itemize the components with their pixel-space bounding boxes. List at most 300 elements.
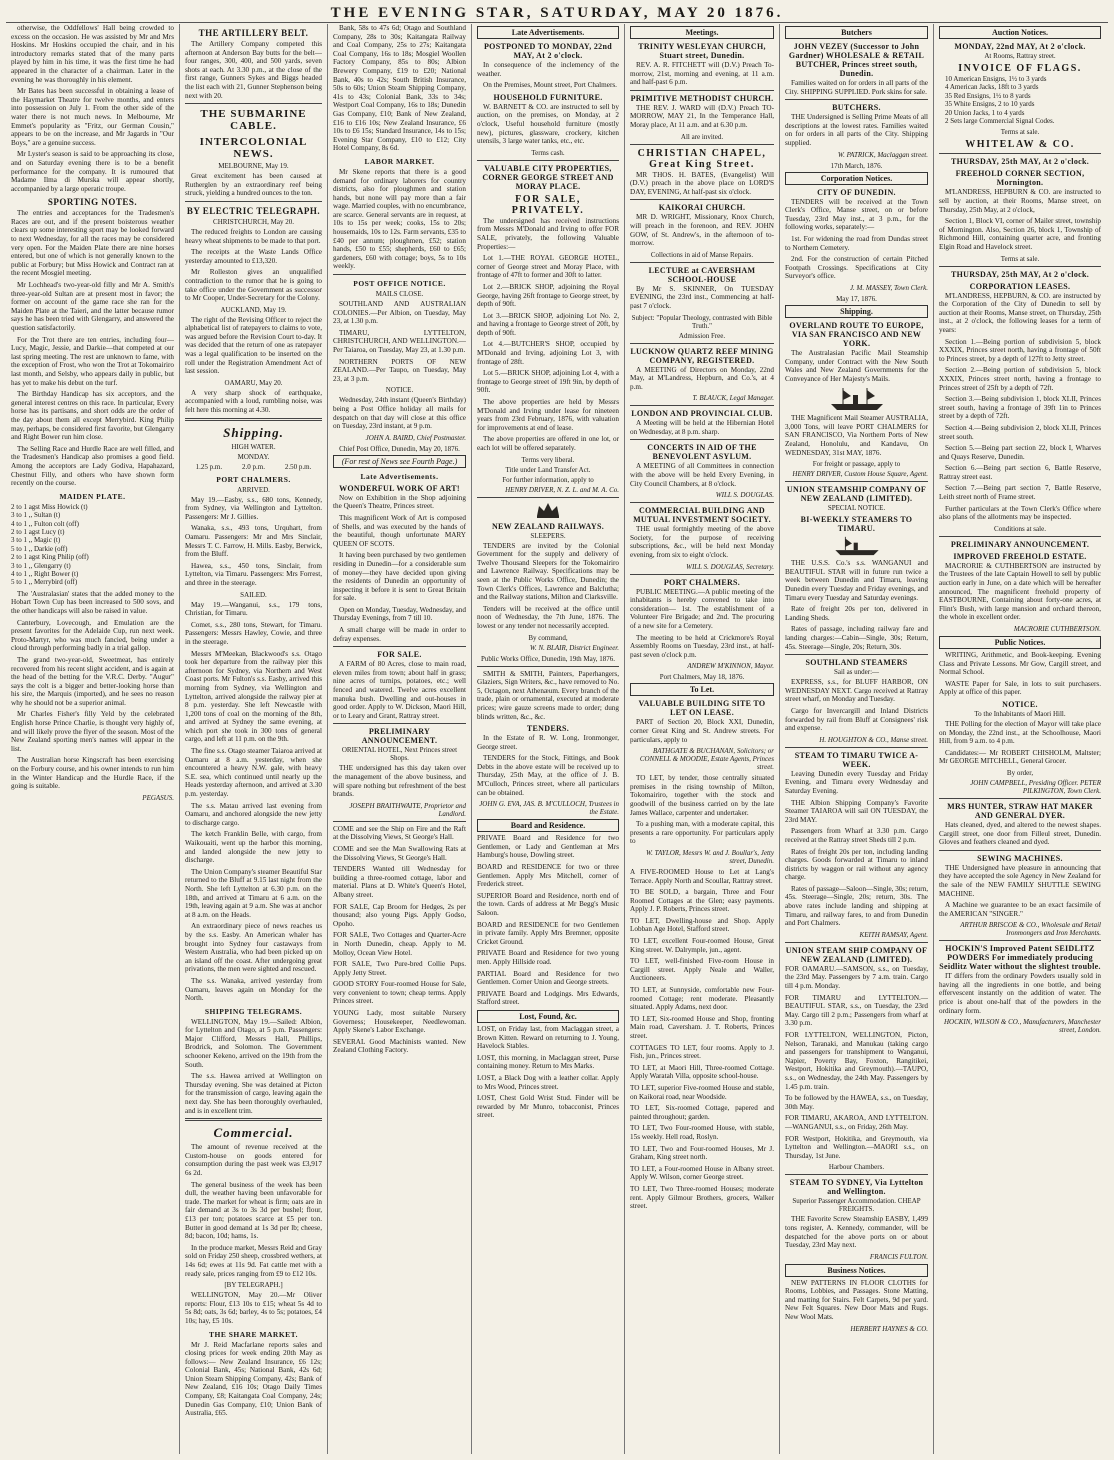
divider — [185, 103, 322, 104]
paragraph: In consequence of the inclemency of the weather. — [477, 61, 619, 78]
signature: ARTHUR BRISCOE & CO., Wholesale and Retail Ironmongers and Iron Merchants. — [960, 921, 1101, 938]
ad-title: BI-WEEKLY STEAMERS TO TIMARU. — [800, 515, 913, 534]
paragraph: The above properties are offered in one lot, or each lot will be offered separately. — [477, 435, 619, 452]
paragraph: 2nd. For the construction of certain Pitched Footpath Crossings. Specifications at City Surveyor's office. — [785, 255, 928, 281]
signature: H. HOUGHTON & CO., Manse street. — [819, 735, 928, 744]
paragraph: THE usual fortnightly meeting of the above Society, for the purpose of receiving subscriptions, &c., will be held next Monday evening, from six to eight o'clock. — [630, 525, 774, 560]
paragraph: Families waited on for orders in all parts of the City. SHIPPING SUPPLIED. Pork skins for sale. — [785, 79, 928, 96]
sailing-notice: FOR LYTTELTON, WELLINGTON, Picton, Nelson, Taranaki, and Manukau (taking cargo and passengers for transhipment to Wanganui, Napier, Poverty Bay, Foxton, Rangitikei, Westport, Hokitika and Greymouth).—TAUPO, s.s., on Wednesday, the 24th May. Passengers by 1.45 p.m. train. — [785, 1031, 928, 1091]
paragraph: The meeting to be held at Crickmore's Royal Assembly Rooms on Tuesday, 23rd inst., at half-past seven o'clock p.m. — [630, 633, 774, 659]
ad-subtitle: To the Inhabitants of Maori Hill. — [974, 709, 1066, 718]
divider — [939, 536, 1101, 537]
signature: WILL S. DOUGLAS, Secretary. — [686, 562, 774, 571]
signature: HENRY DRIVER, Custom House Square, Agent. — [792, 470, 928, 479]
paragraph: Wanaka, s.s., 493 tons, Urquhart, from Oamaru. Passengers: Mr and Mrs Sinclair, Messrs T. C. Farrow, H. Mills. Easby, Berwick, from the Bluff. — [185, 524, 322, 559]
classified-ad: SUPERIOR Board and Residence, north end of the town. Cards of address at Mr Begg's Music Saloon. — [477, 891, 619, 917]
divider — [785, 654, 928, 655]
paragraph: To a pushing man, with a moderate capital, this presents a rare opportunity. For particulars apply to — [630, 820, 774, 846]
list-item: 2 Sets large Commercial Signal Codes. — [945, 117, 1055, 126]
paragraph: The undersigned has received instructions from Messrs M'Donald and Irving to offer FOR SALE, privately, the following Valuable Properties:— — [477, 216, 619, 251]
paragraph: It having been purchased by two gentlemen residing in Dunedin—for a considerable sum of money—they have decided upon giving the residents of Dunedin an opportunity of inspecting it before it is sent to Great Britain for sale. — [333, 551, 466, 603]
paragraph: The Selling Race and Hurdle Race are well filled, and the Tradesmen's Handicap also promises a good field. Among the acceptors are Lady Godiva, Hapahazard, Chestnut Filly, and others who have shown form recently on the course. — [11, 444, 174, 488]
paragraph: REV. A. R. FITCHETT will (D.V.) Preach To-morrow, 21st, morning and evening, at 11 a.m. and half-past 6 p.m. — [630, 61, 774, 87]
paragraph: MACRORIE & CUTHBERTSON are instructed by the Trustees of the late Captain Howell to sell by public auction early in June, on a date which will be hereafter announced, The magnificent freehold property of EASTBOURNE, Containing about forty-one acres, at Flint's Bush, with large mansion and orchard thereon, the whole in excellent order. — [939, 561, 1101, 622]
paragraph: Rates of passage—Saloon—Single, 30s; return, 45s. Steerage—Single, 20s; return, 30s. The above rates include landing and shipping at Timaru, and railway fares, to and from Dunedin and Port Chalmers. — [785, 884, 928, 928]
paragraph: A Machine we guarantee to be an exact facsimile of the AMERICAN "SINGER." — [939, 901, 1101, 918]
terms: Conditions at sale. — [994, 524, 1046, 533]
dateline: CHRISTCHURCH, May 20. — [213, 217, 294, 226]
late-ads-heading: Late Advertisements. — [360, 471, 439, 481]
paragraph: A FARM of 80 Acres, close to main road, eleven miles from town; about half in grass; nine acres of turnips, potatoes, etc.; well fenced and watered. Twelve acres excellent manuka bush. Dwelling and out-houses in good order. Apply to W. Dickson, Maori Hill, or to Leary and Grant, Rattray street. — [333, 660, 466, 720]
paragraph: Rates of freight 20s per ton, including landing charges. Goods forwarded at Timaru to inland districts by waggon or rail without any agency charge. — [785, 847, 928, 882]
paragraph: Bank, 58s to 47s 6d; Otago and Southland Company, 28s to 30s; Kaitangata Railway and Coal Company, 25s to 27s; Kaitangata Coal Company, 16s to 18s; Mosgiel Woollen Factory Company, 85s to 80s; Albion Brewery Company, £19 to £20; National Bank, 40s to 42s; South British Insurance, 50s to 60s; Union Steam Shipping Company, 41s to 43s; Colonial Bank, 33s to 34s; Westport Coal Company, 16s to 18s; Dunedin Gas Company, £10; Bank of New Zealand, £16 to £16 10s; New Zealand Insurance, £6 10s to £6 15s; Standard Insurance, 14s to 15s; Evening Star Company, £10 to £12; City Hotel Company, 8s 6d. — [333, 24, 466, 153]
section-heading-artillery: THE ARTILLERY BELT. — [198, 28, 309, 38]
section-item: Section 5.—Being part section 22, block I, Wharves and Quays Reserve, Dunedin. — [939, 444, 1101, 461]
ad-title: INVOICE OF FLAGS. — [958, 63, 1082, 74]
signature: W. TAYLOR, Messrs W. and J. Boullar's, Jetty street, Dunedin. — [645, 848, 774, 865]
dateline: Harbour Chambers. — [828, 1163, 885, 1172]
classified-ad: TO LET, Two Three-roomed Houses; moderate rent. Apply Gilmour Brothers, grocers, Walker street. — [630, 1184, 774, 1211]
paragraph: A very sharp shock of earthquake, accompanied with a loud, rumbling noise, was felt here this morning at 4.30. — [185, 388, 322, 415]
paragraph: The Australasian Pacific Mail Steamship Company, under Contract with the New South Wales and New Zealand Governments for the Conveyance of Her Majesty's Mails. — [785, 348, 928, 383]
signature: MACRORIE CUTHBERTSON. — [1013, 625, 1101, 633]
section-header-board: Board and Residence. — [477, 819, 619, 832]
classified-ad: LOST, this morning, in Maclaggan street, Purse containing money. Return to Mrs Marks. — [477, 1053, 619, 1071]
paragraph: Collections in aid of Manse Repairs. — [650, 250, 754, 259]
paragraph: On the Premises, Mount street, Port Chalmers. — [483, 81, 617, 90]
ad-title: THURSDAY, 25th MAY, At 2 o'clock. — [950, 157, 1090, 167]
classified-ad: LOST, Chest Gold Wrist Stud. Finder will be rewarded by Mr Munro, tobacconist, Princes street. — [477, 1094, 619, 1120]
ad-title: FOR SALE. — [377, 650, 422, 660]
paragraph: Mr Rolleston gives an unqualified contradiction to the rumor that he is going to take office under the Government as successor to Mr Cooper, Under-Secretary for the Colony. — [185, 268, 322, 303]
ad-subtitle: SLEEPERS. — [530, 531, 566, 540]
terms: Terms cash. — [531, 148, 565, 157]
paragraph: By order, — [1006, 768, 1034, 777]
paragraph: NEW PATTERNS IN FLOOR CLOTHS for Rooms, Lobbies, and Passages. Stone Matting, and matting for Stairs. Felt Carpets, 9d per yard. New Felt Squares. New Door Mats and Rugs. New Wool Mats. — [785, 1278, 928, 1322]
ad-title: CORPORATION LEASES. — [969, 281, 1071, 291]
ad-subtitle: ORIENTAL HOTEL, Next Princes street Shops. — [341, 746, 458, 763]
classified-ad: FOR SALE, Two Cottages and Quarter-Acre in North Dunedin, cheap. Apply to M. Molloy, Ocean View Hotel. — [333, 931, 466, 957]
classified-ad: A FIVE-ROOMED House to Let at Lang's Terrace. Apply North and Scoullar, Rattray street. — [630, 867, 774, 885]
divider — [630, 502, 774, 503]
divider — [630, 90, 774, 91]
paragraph: Rates of passage, including railway fare and landing charges:—Cabin—Single, 30s; Return, 45s. Steerage—Single, 20s; Return, 30s. — [785, 625, 928, 651]
classified-ad: TO LET, Six-roomed House and Shop, fronting Main road, Caversham. J. T. Roberts, Princes street. — [630, 1014, 774, 1040]
section-header-business: Business Notices. — [785, 1264, 928, 1277]
classified-ad: TO LET, Two and Four-roomed Houses, Mr J. Graham, King street north. — [630, 1144, 774, 1162]
paragraph: For freight or passage, apply to — [812, 460, 901, 469]
betting-line: 3 to 1 ,, Sultan (t) — [11, 511, 61, 520]
classified-ad: FOR SALE, Cap Broom for Hedges, 2s per thousand; also young Pigs. Apply Godso, Opoho. — [333, 902, 466, 928]
paragraph: The Birthday Handicap has six acceptors, and the general interest centres on this race. In particular, Every horse has its partisans, and short odds are the order of the day about them all except Merrybird. King Philip may, perhaps, be considered first favorite, but Glengarry and Right Bower run him close. — [11, 390, 174, 442]
betting-line: 2 to 1 agst Lucy (t) — [11, 527, 65, 536]
paragraph: THE Undersigned have pleasure in announcing that they have accepted the sole Agency in New Zealand for the sale of the NEW FAMILY SHUTTLE SEWING MACHINE. — [939, 863, 1101, 898]
paragraph: The entries and acceptances for the Tradesmen's Races are out, and if the present boisterous weather clears up some interesting sport may be looked forward to next Wednesday, for all the races may be considered very open. For the Maiden Plate there are nine horses entered, but one of which is not generally known to the public at Forbury; but Miss Howick and Contract ran at the recent Mosgiel meeting. — [11, 209, 174, 278]
ad-title: NOTICE. — [1002, 699, 1038, 709]
divider — [630, 262, 774, 263]
sailing-notice: FOR TIMARU and LYTTELTON.—BEAUTIFUL STAR, s.s., on Tuesday, the 23rd May. Cargo till 2 p.m.; Passengers from wharf at 3.30 p.m. — [785, 993, 928, 1028]
ad-title: MONDAY, 22nd MAY, At 2 o'clock. — [954, 42, 1086, 51]
high-water-time: 2.50 p.m. — [284, 462, 312, 471]
paragraph: TENDERS will be received at the Town Clerk's Office, Manse street, on or before Tuesday, 23rd May inst., at 3 p.m., for the following works, separately:— — [785, 197, 928, 232]
signature: FRANCIS FULTON. — [869, 1252, 928, 1261]
ad-title: BUTCHERS. — [832, 103, 881, 113]
masthead: THE EVENING STAR, SATURDAY, MAY 20 1876. — [6, 4, 1108, 23]
section-heading-sporting: SPORTING NOTES. — [47, 197, 138, 208]
sailing-notice: FOR TIMARU, AKAROA, AND LYTTELTON.—WANGANUI, s.s., on Friday, 26th May. — [785, 1114, 928, 1131]
betting-line: 2 to 1 agst King Philip (off) — [11, 553, 89, 562]
divider — [185, 201, 322, 202]
steamship-icon — [827, 386, 887, 412]
ad-title: POSTPONED TO MONDAY, 22nd MAY, At 2 o'clock. — [484, 42, 612, 60]
paragraph: Further particulars at the Town Clerk's Office where also plans of the allotments may be inspected. — [939, 504, 1101, 522]
paragraph: The 'Australasian' states that the added money to the Hobart Town Cup has been increased to 500 sovs, and the other handicaps will also be raised in value. — [11, 589, 174, 615]
list-item: 4 American Jacks, 18ft to 3 yards — [945, 83, 1039, 92]
dateline: Chief Post Office, Dunedin, May 20, 1876. — [339, 444, 460, 453]
paragraph: For the Trot there are ten entries, including four—Lucy, Magic, Jessie, and Darkie—that competed at our last spring meeting. The rest are unknown to fame, with the exception of Frost, who won the Trot at Tokomairiro last month, and Selsby, who appears daily in public, but has yet to make his debut on the turf. — [11, 335, 174, 387]
betting-heading: MAIDEN PLATE. — [59, 491, 126, 501]
classified-ad: TENDERS Wanted till Wednesday for building a three-roomed cottage, labor and material. Plans at D. White's Queen's Hotel, Albany street. — [333, 865, 466, 899]
paragraph: Wednesday, 24th instant (Queen's Birthday) being a Post Office holiday all mails for despatch on that day will close at this office on Tuesday, 23rd instant, at 9 p.m. — [333, 396, 466, 431]
lot-item: Lot 3.—BRICK SHOP, adjoining Lot No. 2, and having a frontage to George street of 20ft, by depth of 90ft. — [477, 311, 619, 337]
divider — [785, 1174, 928, 1175]
ad-title: OVERLAND ROUTE TO EUROPE, VIA SAN FRANCISCO AND NEW YORK. — [789, 320, 924, 348]
classified-ad: SEVERAL Good Machinists wanted. New Zealand Clothing Factory. — [333, 1037, 466, 1055]
signature: J. M. MASSEY, Town Clerk. — [849, 283, 928, 292]
section-heading-shipping: Shipping. — [223, 424, 284, 440]
paragraph: WELLINGTON, May 19.—Sailed: Albion, for Lyttelton and Otago, at 5 p.m. Passengers: Major Clifford, Messrs Hall, Phillips, Brodrick, and Solomon. The Government schooner Kekeno, arrived on the 19th from the South. — [185, 1017, 322, 1069]
paragraph: Canterbury, Lovecough, and Emulation are the present favorites for the Adelaide Cup, run next week. Proto-Martyr, who was much fancied, being under a cloud through performing badly in a trial gallop. — [11, 618, 174, 653]
paragraph: MR D. WRIGHT, Missionary, Knox Church, will preach in the forenoon, and REV. JOHN GOW, of St. Andrew's, in the afternoon of to-morrow. — [630, 213, 774, 248]
paragraph: A Meeting will be held at the Hibernian Hotel on Wednesday, at 8 p.m. sharp. — [630, 419, 774, 436]
paragraph: WASTE Paper for Sale, in lots to suit purchasers. Apply at office of this paper. — [939, 679, 1101, 697]
ad-subtitle: At Rooms, Rattray street. — [984, 52, 1056, 60]
list-item: 35 White Ensigns, 2 to 10 yards — [945, 100, 1035, 109]
classified-ad: TO LET, excellent Four-roomed House, Great King street. W. Dalrymple, jun., agent. — [630, 937, 774, 954]
signature: BATHGATE & BUCHANAN, Solicitors; or CONNELL & MOODIE, Estate Agents, Princes street. — [639, 747, 774, 772]
divider — [630, 439, 774, 440]
section-item: Section 7.—Being part section 7, Battle Reserve, Leith street north of Frame street. — [939, 484, 1101, 502]
ad-title: COMMERCIAL BUILDING AND MUTUAL INVESTMENT SOCIETY. — [633, 506, 771, 525]
paragraph: otherwise, the Oddfellows' Hall being crowded to excess on the occasion. He was assisted by Mr and Mrs Hoskins. Mr Hoskins occupied the chair, and in his introductory remarks stated that of the many parts played by him in his time, it was the first time he had appeared in the character of a chairman. Later in the evening he was thoroughly in his element. — [11, 24, 174, 84]
ad-title: PORT CHALMERS. — [663, 577, 741, 587]
ad-title: CHRISTIAN CHAPEL, Great King Street. — [637, 147, 767, 170]
section-item: Section 6.—Being part section 6, Battle Reserve, Rattray street east. — [939, 464, 1101, 481]
column-4 — [472, 24, 625, 1454]
paragraph: The above properties are held by Messrs M'Donald and Irving under lease for nineteen years from 23rd February, 1876, with valuation for improvements at end of lease. — [477, 398, 619, 432]
betting-line: 5 to 1 ,, Darkie (off) — [11, 544, 68, 553]
paragraph: MR THOS. H. BATES, (Evangelist) Will (D.V.) preach in the above place on LORD'S DAY, EVENING, At half-past six o'clock. — [630, 170, 774, 196]
paragraph: The s.s. Hawea arrived at Wellington on Thursday evening. She was detained at Picton for the transmission of cargo, leaving again the next day. She has been thoroughly overhauled, and is in excellent trim. — [185, 1072, 322, 1115]
lot-item: Lot 5.—BRICK SHOP, adjoining Lot 4, with a frontage to George street of 19ft 9in, by depth of 90ft. — [477, 369, 619, 395]
high-water-time: 2.0 p.m. — [242, 462, 265, 471]
paragraph: In the Estate of R. W. Long, Ironmonger, George street. — [477, 734, 619, 751]
paragraph: A MEETING of Directors on Monday, 22nd May, at M'Landress, Hepburn, and Co.'s, at 4 p.m. — [630, 365, 774, 391]
paragraph: Leaving Dunedin every Tuesday and Friday Evening, and Timaru every Wednesday and Saturday Evening. — [785, 769, 928, 795]
paragraph: Subject: "Popular Theology, contrasted with Bible Truth." — [631, 313, 773, 330]
high-water-heading: HIGH WATER. — [231, 442, 276, 451]
ad-title: STEAM TO SYDNEY, Via Lyttelton and Wellington. — [789, 1178, 924, 1197]
section-header-late-ads: Late Advertisements. — [477, 26, 619, 39]
classified-ad: TO LET, Two Four-roomed House, with stable, 15s weekly. Hell road, Roslyn. — [630, 1124, 774, 1141]
classified-ad: PRIVATE Board and Residence for two young men. Apply Hillside road. — [477, 949, 619, 966]
section-header-butchers: Butchers — [785, 26, 928, 39]
paragraph: THE Magnificent Mail Steamer AUSTRALIA, 3,000 Tons, will leave PORT CHALMERS for SAN FRANCISCO, Via Northern Ports of New Zealand, Honolulu, and Kandavu, On WEDNESDAY, 31st MAY, 1876. — [785, 414, 928, 457]
high-water-table — [185, 463, 322, 471]
classified-ad: GOOD STORY Four-roomed House for Sale, very convenient to town; cheap terms. Apply Princes street. — [333, 980, 466, 1006]
ad-title: CONCERTS IN AID OF THE BENEVOLENT ASYLUM. — [647, 443, 757, 462]
divider — [333, 723, 466, 724]
ad-title: WONDERFUL WORK OF ART! — [339, 483, 460, 493]
labor-market-heading: LABOR MARKET. — [364, 156, 435, 166]
divider — [939, 798, 1101, 799]
share-market-heading: THE SHARE MARKET. — [209, 1329, 298, 1339]
classified-ad: TO LET, Dwelling-house and Shop. Apply Lobban Age Hotel, Stafford street. — [630, 916, 774, 934]
ad-title: FOR SALE, PRIVATELY. — [511, 193, 585, 216]
ad-title: UNION STEAM SHIP COMPANY OF NEW ZEALAND (LIMITED). — [785, 945, 928, 964]
arrived-heading: ARRIVED. — [237, 485, 270, 494]
ad-subtitle: Superior Passenger Accommodation. CHEAP FREIGHTS. — [792, 1197, 921, 1214]
ad-title: NEW ZEALAND RAILWAYS. — [491, 521, 605, 531]
paragraph: Now on Exhibition in the Shop adjoining the Queen's Theatre, Princes street. — [333, 493, 466, 511]
paragraph: Open on Monday, Tuesday, Wednesday, and Thursday Evenings, from 7 till 10. — [333, 605, 466, 623]
betting-line: 2 to 1 agst Miss Howick (t) — [11, 502, 88, 511]
classified-ad: LOST, a Black Dog with a leather collar. Apply to Mrs Wood, Princes street. — [477, 1073, 619, 1091]
paragraph: Mr J. Reid Macfarlane reports sales and closing prices for week ending 20th May as follows:— New Zealand Insurance, £6 12s; Colonial Bank, 45s; National Bank, 42s 6d; Union Steam Shipping Company, 42s; Bank of New Zealand, £16 10s; Otago Daily Times Company, £8; Kaitangata Coal Company, 24s; Dunedin Gas Company, £10; Union Bank of Australia, £65. — [185, 1340, 322, 1418]
betting-line: 3 to 1 ,, Glengarry (t) — [11, 561, 71, 570]
signature: JOHN G. EVA, JAS. B. M'CULLOCH, Trustees in the Estate. — [479, 800, 619, 817]
classified-ad: COME and see the Ship on Fire and the Raft at the Dissolving Views, St George's Hall. — [333, 824, 466, 842]
paragraph: This magnificent Work of Art is composed of Shells, and was executed by the hands of the beautiful, though unfortunate MARY QUEEN OF SCOTS. — [333, 513, 466, 548]
paragraph: Mr Lyster's season is said to be approaching its close, and on Saturday evening there is to be a benefit performance for the company. It is rumoured that Madame Ilma di Murska will appear shortly, accompanied by a large operatic troupe. — [11, 150, 174, 193]
betting-list — [11, 503, 174, 587]
divider — [630, 574, 774, 575]
paragraph: An extraordinary piece of news reaches us by the s.s. Easby. An American whaler has brought into Sydney four castaways from Western Australia, who had been picked up on an island off the coast. After undergoing great privations, the men were sighted and rescued. — [185, 922, 322, 974]
dateline: 17th March, 1876. — [830, 161, 883, 170]
paragraph: Hats cleaned, dyed, and altered to the newest shapes. Cargill street, one door from Filleul street, Dunedin. Gloves and feathers cleaned and dyed. — [939, 820, 1101, 847]
classified-ad: PARTIAL Board and Residence for two Gentlemen. Corner Union and George streets. — [477, 969, 619, 987]
paragraph: Mr Charles Fisher's filly Yeld by the celebrated English horse Prince Charlie, is thought very highly of, and will likely prove the flyer of the season. Most of the New Zealand sporting men's names will appear in the list. — [11, 710, 174, 753]
betting-line: 4 to 1 ,, Fulton colt (off) — [11, 519, 79, 528]
sailing-notice: FOR Westport, Hokitika, and Greymouth, via Lyttelton and Wellington.—MAORI s.s., on Thursday, 1st June. — [785, 1134, 928, 1160]
ad-subtitle: Sail as under:— — [833, 668, 880, 677]
paragraph: The Australian horse Kingscraft has been exercising on the Forbury course, and his owner intends to run him in the Winter Handicap and the Hurdle Race, if the going is suitable. — [11, 756, 174, 791]
ad-title: TRINITY WESLEYAN CHURCH, Stuart street, Dunedin. — [638, 42, 766, 60]
ad-title: LUCKNOW QUARTZ REEF MINING COMPANY, REGISTERED. — [630, 346, 774, 365]
paragraph: By command, — [528, 633, 568, 642]
section-item: Section 3.—Being subdivision 1, block XLII, Princes street south, having a frontage of 39ft 1in to Princes street by a depth of 72ft. — [939, 395, 1101, 421]
divider — [939, 266, 1101, 267]
telegraph-tag: [BY TELEGRAPH.] — [224, 1281, 283, 1290]
paragraph: All are invited. — [680, 132, 724, 141]
divider — [477, 497, 619, 498]
section-header-to-let: To Let. — [630, 683, 774, 696]
paragraph: TIMARU, LYTTELTON, CHRISTCHURCH, AND WELLINGTON.—Per Taiaroa, on Tuesday, May 23, at 1.30 p.m. — [333, 328, 466, 354]
ad-title: JOHN VEZEY (Successor to John Gardner) WHOLESALE & RETAIL BUTCHER, Princes street south, Dunedin. — [788, 42, 925, 78]
section-item: Section 1.—Being portion of subdivision 5, block XXXIX, Princes street north, having a frontage of 50ft to Princes street, by a depth of 127ft to Jetty street. — [939, 337, 1101, 363]
ad-title: VALUABLE CITY PROPERTIES, CORNER GEORGE STREET AND MORAY PLACE. — [482, 163, 614, 191]
paragraph: Title under Land Transfer Act. — [505, 465, 591, 474]
paragraph: TENDERS are invited by the Colonial Government for the supply and delivery of Twelve Thousand Sleepers for the Tokomairiro and Lawrence Railway. Specifications may be seen at the Public Works Office, Dunedin; the Town Clerk's Offices, Lawrence and Balclutha; and the Railway stations, Milton and Clarksville. — [477, 541, 619, 602]
paragraph: TENDERS for the Stock, Fittings, and Book Debts in the above estate will be received up to Thursday, 25th May, at the office of J. B. M'Culloch, Princes street, where all particulars can be obtained. — [477, 754, 619, 797]
list-item: 10 American Ensigns, 1½ to 3 yards — [945, 75, 1047, 83]
paragraph: WRITING, Arithmetic, and Book-keeping. Evening Class and Private Lessons. Mr Gow, Cargill street, and Normal School. — [939, 651, 1101, 677]
paragraph: Tenders will be received at the office until noon of Wednesday, the 7th June, 1876. The lowest or any tender not necessarily accepted. — [477, 604, 619, 630]
ad-title: LONDON AND PROVINCIAL CLUB. — [631, 409, 773, 419]
paragraph: The general business of the week has been dull, the weather having been unfavorable for trade. The market for wheat is firm; oats are in fair demand at 3s to 3s 3d per bushel; flour, £13 per ton; potatoes scarce at £5 per ton. Butter in good demand at 1s 3d per lb; cheese, 8d; bacon, 10d; hams, 1s. — [185, 1180, 322, 1241]
paragraph: PART of Section 20, Block XXI, Dunedin, corner Great King and St. Andrew streets. For particulars, apply to — [630, 718, 774, 744]
paragraph: Admission Free. — [678, 331, 726, 340]
classified-ad: TO LET, superior Five-roomed House and stable, on Kaikorai road, near Woodside. — [630, 1083, 774, 1101]
section-heading-intercolonial: INTERCOLONIAL NEWS. — [199, 136, 308, 161]
ad-title: IMPROVED FREEHOLD ESTATE. — [953, 551, 1087, 561]
ad-title: THURSDAY, 25th MAY, At 2 o'clock. — [950, 269, 1090, 279]
steamship-icon — [832, 535, 882, 557]
classified-ad: LOST, on Friday last, from Maclaggan street, a Brown Kitten. Reward on returning to J. Young, Havelock Stables. — [477, 1024, 619, 1051]
port-heading: PORT CHALMERS. — [216, 474, 291, 484]
sailing-notice: To be followed by the HAWEA, s.s., on Tuesday, 30th May. — [785, 1094, 928, 1111]
ad-title: PRIMITIVE METHODIST CHURCH. — [630, 93, 774, 103]
paragraph: Great excitement has been caused at Rutherglen by an extraordinary reef being struck, yielding a hundred ounces to the ton. — [185, 172, 322, 198]
paragraph: Mr Bates has been successful in obtaining a lease of the Haymarket Theatre for twelve months, and enters into possession on July 1. From the other side of the water there is not much news. In Melbourne, Mr Emmet's popularity as "Fritz, our German Cousin," appears to be on the increase, and Mr Jagards in "Our Boys," are a genuine success. — [11, 87, 174, 147]
paragraph: The reduced freights to London are causing heavy wheat shipments to be made to that port. — [185, 227, 322, 245]
mails-close-heading: MAILS CLOSE. — [375, 290, 424, 299]
section-item: Section 2.—Being portion of subdivision 5, block XXXIX, Princes street north, having a frontage to Princes street of 25ft by a depth of 72ft. — [939, 366, 1101, 392]
high-water-day: MONDAY. — [237, 452, 270, 461]
paragraph: The amount of revenue received at the Custom-house on goods entered for consumption during the past week was £3,917 6s 2d. — [185, 1143, 322, 1177]
section-item: Section 4.—Being subdivision 2, block XLII, Princes street south. — [939, 423, 1101, 441]
dateline: Public Works Office, Dunedin, 19th May, 1876. — [480, 654, 616, 663]
classified-ad: YOUNG Lady, most suitable Nursery Governess; Housekeeper, Needlewoman. Apply Skene's Labor Exchange. — [333, 1009, 466, 1035]
signature: KEITH RAMSAY, Agent. — [859, 930, 928, 939]
paragraph: A small charge will be made in order to defray expenses. — [333, 626, 466, 643]
signature: HENRY DRIVER, N. Z. L. and M. A. Co. — [505, 485, 619, 494]
column-7 — [934, 24, 1106, 1454]
signature: T. BLAUCK, Legal Manager. — [692, 394, 774, 403]
continued-notice: (For rest of News see Fourth Page.) — [333, 455, 466, 468]
ad-title: CITY OF DUNEDIN. — [817, 187, 896, 197]
paragraph: The right of the Revising Officer to reject the alphabetical list of ratepayers to claims to vote, was argued before the Revision Court to-day. It was decided that the return of one as ratepayer was a legal qualification to be inserted on the roll under the Registration Amendment Act of last session. — [185, 315, 322, 376]
ad-title: PRELIMINARY ANNOUNCEMENT. — [950, 539, 1090, 549]
signature: ANDREW M'KINNON, Mayor. — [687, 662, 774, 671]
high-water-time: 1.25 p.m. — [195, 462, 223, 471]
paragraph: Rate of freight 20s per ton, delivered in Landing Sheds. — [785, 605, 928, 622]
paragraph: The s.s. Wanaka, arrived yesterday from Oamaru, leaves again on Monday for the North. — [185, 976, 322, 1003]
terms: Terms very liberal. — [521, 455, 575, 464]
paragraph: Section 1, Block VI, corner of Mailer street, township of Mornington. Also, Section 26, block 1, Township of Richmond Hill, containing quarter acre, and fronting Elgin Road and Havelock street. — [939, 217, 1101, 251]
dateline: Port Chalmers, May 18, 1876. — [659, 673, 745, 682]
signature: HERBERT HAYNES & CO. — [850, 1324, 928, 1333]
column-1 — [6, 24, 180, 1454]
divider — [333, 274, 466, 275]
divider — [939, 850, 1101, 851]
column-2 — [180, 24, 328, 1454]
paragraph: The s.s. Matau arrived last evening from Oamaru, and anchored alongside the new jetty to discharge cargo. — [185, 801, 322, 827]
paragraph: Comet, s.s., 280 tons, Stewart, for Timaru. Passengers: Messrs Hawley, Cowie, and three in the steerage. — [185, 620, 322, 646]
paragraph: THE Undersigned is Selling Prime Meats of all descriptions at the lowest rates. Families waited on for orders in all parts of the City. Shipping supplied. — [785, 113, 928, 147]
signature: JOHN A. BAIRD, Chief Postmaster. — [365, 433, 466, 442]
classified-ad: TO LET, at Maori Hill, Three-roomed Cottage. Apply Waratah Villa, opposite school-house. — [630, 1063, 774, 1081]
signature: WILL S. DOUGLAS. — [715, 491, 774, 500]
divider — [477, 666, 619, 667]
classified-ad: TO BE SOLD, a bargain, Three and Four Roomed Cottages at the Glen; easy payments. Apply J. P. Roberts, Princes street. — [630, 888, 774, 914]
column-6 — [780, 24, 934, 1454]
paragraph: In the produce market, Messrs Reid and Gray sold on Friday 250 sheep, crossbred wethers, at 14s 6d; ewes at 11s 9d. Fat cattle met with a ready sale, prices ranging from £9 to £12 10s. — [185, 1243, 322, 1278]
ad-title: PRELIMINARY ANNOUNCEMENT. — [361, 727, 438, 746]
divider — [185, 1118, 322, 1121]
shipping-telegrams-heading: SHIPPING TELEGRAMS. — [204, 1006, 303, 1016]
divider — [185, 418, 322, 421]
ad-title: STEAM TO TIMARU TWICE A-WEEK. — [794, 750, 919, 769]
classified-ad: TO LET, Six-roomed Cottage, papered and painted throughout; garden. — [630, 1104, 774, 1121]
list-item: 20 Union Jacks, 1 to 4 yards — [945, 108, 1025, 117]
ad-title: VALUABLE BUILDING SITE TO LET ON LEASE. — [638, 699, 766, 718]
paragraph: TO LET, by tender, those centrally situated premises in the rising township of Milton, Tokomairiro, together with the stock and goodwill of the business carried on by the late James Wallace, carpenter and undertaker. — [630, 774, 774, 817]
section-heading-commercial: Commercial. — [213, 1125, 294, 1141]
columns — [6, 24, 1108, 1454]
paragraph: The grand two-year-old, Sweetmeat, has entirely recovered from his recent slight accident, and is again at the head of the betting for the V.R.C. Derby. "Augur" says the colt is a bigger and better-looking horse than his sire, the Marquis (imported), and he sees no reason why he should not be a superior animal. — [11, 655, 174, 707]
paragraph: THE REV. J. WARD will (D.V.) Preach TO-MORROW, MAY 21, In the Temperance Hall, Moray place, At 11 a.m. and at 6.30 p.m. — [630, 103, 774, 129]
paragraph: M'LANDRESS, HEPBURN & CO. are instructed to sell by auction, at their Rooms, Manse street, on Thursday, 25th May, at 2 o'clock, — [939, 188, 1101, 214]
betting-line: 4 to 1 ,, Right Bower (t) — [11, 569, 79, 578]
divider — [939, 940, 1101, 941]
classified-ad: TO LET, a Four-roomed House in Albany street. Apply W. Wilson, corner George street. — [630, 1164, 774, 1182]
post-office-heading: POST OFFICE NOTICE. — [353, 279, 446, 289]
classified-ad: COTTAGES TO LET, four rooms. Apply to J. Fish, jun., Princes street. — [630, 1043, 774, 1061]
betting-line: 3 to 1 ,, Magic (t) — [11, 536, 61, 545]
classified-ad: PRIVATE Board and Residence for two Gentlemen, or Lady and Gentleman at Mrs Hamburg's house, Dowling street. — [477, 834, 619, 860]
ad-title: FREEHOLD CORNER SECTION, Mornington. — [955, 169, 1085, 188]
paragraph: M'LANDRESS, HEPBURN, & CO. are instructed by the Corporation of the City of Dunedin to sell by auction at their Rooms, Manse street, on Thursday, 25th inst., at 2 o'clock, the following leases for a term of years: — [939, 291, 1101, 334]
list-item: 35 Red Ensigns, 1½ to 8 yards — [945, 91, 1031, 100]
divider — [785, 481, 928, 482]
signature: W. N. BLAIR, District Engineer. — [529, 643, 619, 652]
classified-ad: PRIVATE Board and Lodgings. Mrs Edwards, Stafford street. — [477, 989, 619, 1007]
paragraph: The Union Company's steamer Beautiful Star returned to the Bluff at 9.15 last night from the North. She left Lyttelton at 6.30 p.m. on the 18th, and arrived at Timaru at 6 a.m. on the 19th, leaving again at 9 a.m. She was at anchor at 8 a.m. on the Heads. — [185, 867, 322, 919]
paragraph: Cargo for Invercargill and Inland Districts forwarded by rail from Bluff at Consignees' risk and expense. — [785, 706, 928, 733]
ad-title: KAIKORAI CHURCH. — [658, 203, 746, 213]
paragraph: W. BARNETT & CO. are instructed to sell by auction, on the premises, on Monday, at 2 o'clock, Useful household furniture (mostly new), pictures, glassware, crockery, kitchen utensils, 3 large water tanks, etc., etc. — [477, 102, 619, 146]
paragraph: Mr Lochhead's two-year-old filly and Mr A. Smith's three-year-old Sultan are at present most in favor; the former on account of the game race she ran for the Maiden Plate at the Taieri, and the latter because rumor says he has been tried with Glengarry, and answered the question satisfactorily. — [11, 281, 174, 332]
section-header-meetings: Meetings. — [630, 26, 774, 39]
paragraph: Mr Skene reports that there is a good demand for ordinary laborers for country districts, also for ploughmen and station hands, but none will pay more than a fair wage. Married couples, with no encumbrance, are scarce. General servants are in request, at 10s to 15s per week; cooks, 15s to 20s; housemaids, 10s to 12s. Farm servants, £35 to £40 per annum; ploughmen, £52; station hands, £50 to £55; shepherds, £60 to £65; gardeners, £60 with cottage; boys, 5s to 10s weekly. — [333, 167, 466, 271]
dateline: AUCKLAND, May 19. — [220, 305, 287, 314]
paragraph: Passengers from Wharf at 3.30 p.m. Cargo received at the Rattray street Sheds till 2 p.m. — [785, 827, 928, 844]
dateline: MELBOURNE, May 19. — [218, 162, 289, 171]
section-header-shipping: Shipping. — [785, 305, 928, 318]
paragraph: 1st. For widening the road from Dundas street to Northern Cemetery. — [785, 234, 928, 252]
sailing-notice: FOR OAMARU.—SAMSON, s.s., on Tuesday, the 23rd May. Passengers by 7 a.m. train. Cargo till 4 p.m. Monday. — [785, 964, 928, 991]
flags-list — [945, 75, 1101, 125]
section-header-corporation: Corporation Notices. — [785, 172, 928, 185]
signature: JOHN CAMPBELL, Presiding Officer. PETER PILKINGTON, Town Clerk. — [970, 778, 1101, 795]
lot-item: Lot 4.—BUTCHER'S SHOP, occupied by M'Donald and Irving, adjoining Lot 3, with frontage of 28ft. — [477, 340, 619, 366]
dateline: May 17, 1876. — [836, 294, 877, 303]
divider — [333, 821, 466, 822]
classified-ad: TO LET, well-finished Five-room House in Cargill street. Apply Neale and Waller, Auctioneers. — [630, 957, 774, 983]
ad-title: SOUTHLAND STEAMERS — [805, 658, 908, 668]
sailed-heading: SAILED. — [240, 590, 267, 599]
paragraph: THE Polling for the election of Mayor will take place on Monday, the 22nd inst., at the Schoolhouse, Maori Hill, from 9 a.m. to 4 p.m. — [939, 719, 1101, 746]
paragraph: Candidates:— Mr ROBERT CHISHOLM, Maltster; Mr GEORGE MITCHELL, General Grocer. — [939, 748, 1101, 766]
classified-ad: COME and see the Man Swallowing Rats at the Dissolving Views, St George's Hall. — [333, 844, 466, 862]
signature: HOCKIN, WILSON & CO., Manufacturers, Manchester street, London. — [943, 1018, 1101, 1035]
classified-ad: TO LET, at Sunnyside, comfortable new Four-roomed Cottage; rent moderate. Pleasantly situated. Apply Adams, next door. — [630, 986, 774, 1012]
classified-ad: BOARD and RESIDENCE for two or three Gentlemen. Apply Mrs Mitchell, corner of Frederick street. — [477, 863, 619, 889]
section-header-lost: Lost, Found, &c. — [477, 1010, 619, 1023]
divider — [785, 747, 928, 748]
paragraph: Hawea, s.s., 450 tons, Sinclair, from Lyttelton, via Timaru. Passengers: Mrs Forrest, and three in the steerage. — [185, 561, 322, 587]
